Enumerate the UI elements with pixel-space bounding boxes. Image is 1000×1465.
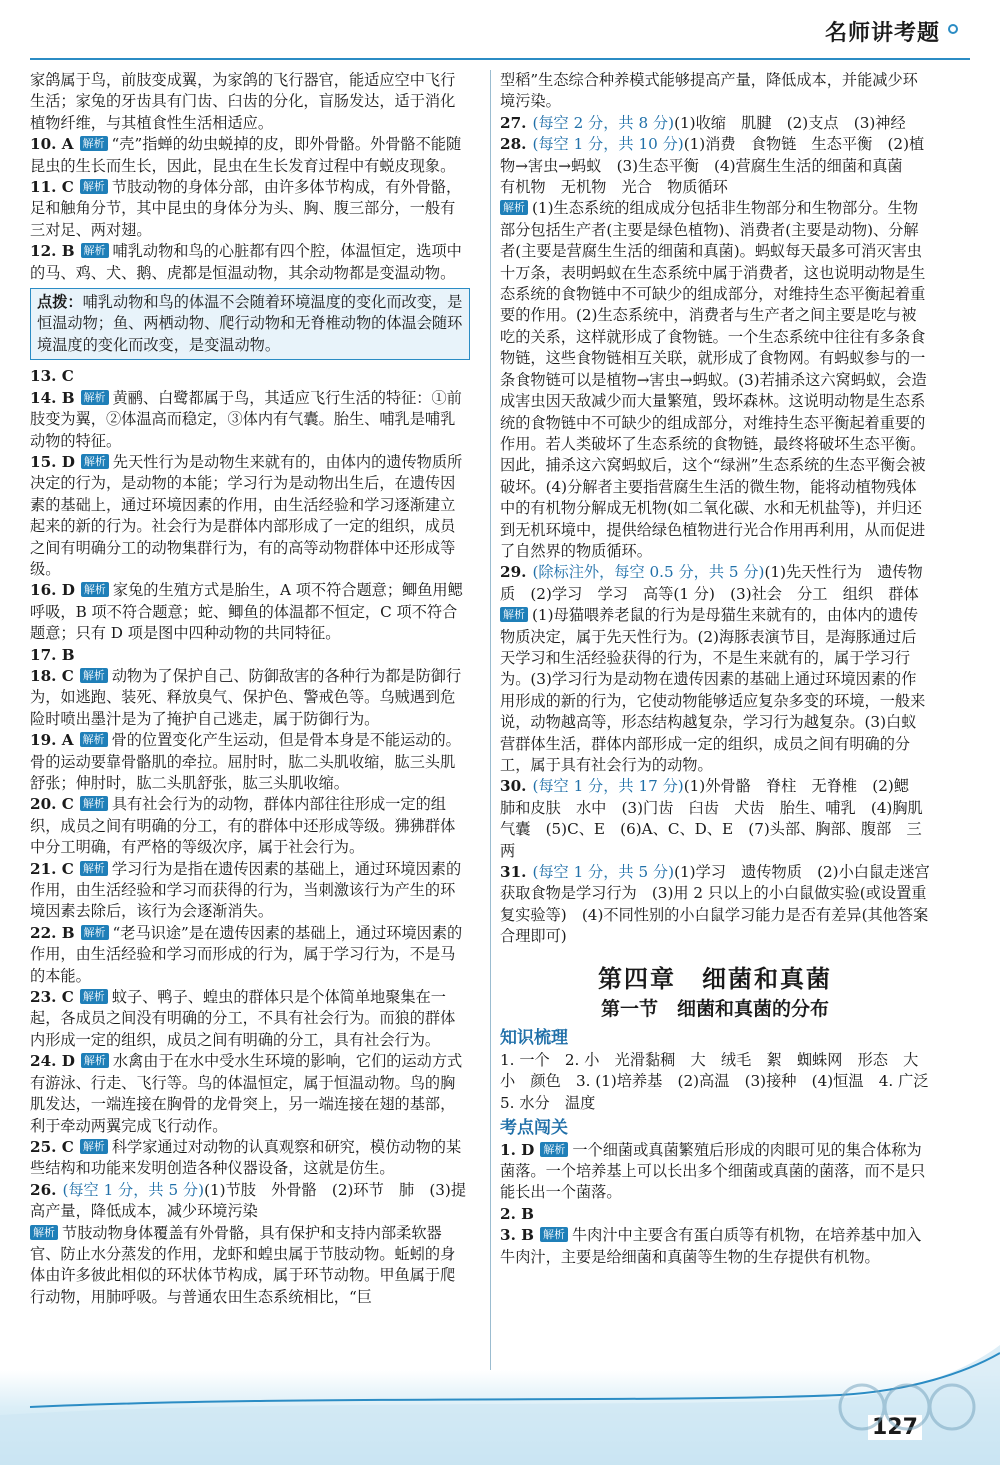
answer-number: 25. C bbox=[30, 1137, 74, 1156]
answer-item bbox=[30, 987, 470, 1051]
bullet-icon bbox=[948, 24, 958, 34]
answer-item bbox=[500, 134, 930, 198]
answer-text: 牛肉汁中主要含有蛋白质等有机物，在培养基中加入牛肉汁，主要是给细菌和真菌等生物的生存提供有机物。 bbox=[500, 1226, 922, 1266]
analysis-tag: 解析 bbox=[500, 607, 528, 622]
section-title: 第一节 细菌和真菌的分布 bbox=[600, 998, 829, 1021]
tip-box bbox=[30, 288, 470, 360]
left-column bbox=[30, 70, 470, 1308]
analysis-paragraph bbox=[30, 1223, 470, 1309]
score-note: (每空 1 分，共 10 分) bbox=[532, 135, 684, 154]
answer-number: 26. bbox=[30, 1180, 57, 1199]
analysis-tag: 解析 bbox=[80, 668, 108, 683]
answer-number: 21. C bbox=[30, 859, 74, 878]
analysis-tag: 解析 bbox=[81, 390, 109, 405]
answer-number: 14. B bbox=[30, 388, 75, 407]
answer-text: “老马识途”是在遗传因素的基础上，通过环境因素的作用，由生活经验和学习而形成的行为，属于学习行为，不是马的本能。 bbox=[30, 923, 463, 985]
answer-item bbox=[30, 645, 470, 666]
answer-text: 科学家通过对动物的认真观察和研究，模仿动物的某些结构和功能来发明创造各种仪器设备，这就是仿生。 bbox=[30, 1137, 462, 1178]
answer-number: 3. B bbox=[500, 1226, 534, 1245]
header-divider bbox=[30, 58, 970, 60]
analysis-tag: 解析 bbox=[500, 200, 528, 215]
analysis-tag: 解析 bbox=[81, 925, 109, 940]
watermark-icon bbox=[832, 1377, 982, 1447]
answer-item bbox=[30, 177, 470, 241]
answer-item bbox=[30, 452, 470, 580]
knowledge-heading: 知识梳理 bbox=[500, 1028, 568, 1049]
answer-number: 1. D bbox=[500, 1140, 535, 1159]
answer-text: 黄鹂、白鹭都属于鸟，其适应飞行生活的特征：①前肢变为翼，②体温高而稳定，③体内有气囊。胎生、哺乳是哺乳动物的特征。 bbox=[30, 388, 462, 450]
answer-number: 15. D bbox=[30, 452, 75, 471]
answer-item bbox=[500, 113, 930, 134]
answer-key: (1)消费 食物链 生态平衡 (2)植物→害虫→蚂蚁 (3)生态平衡 (4)营腐生生活的细菌和真菌 有机物 无机物 光合 物质循环 bbox=[500, 135, 925, 197]
answer-number: 10. A bbox=[30, 135, 74, 154]
answer-number: 20. C bbox=[30, 795, 74, 814]
answer-number: 28. bbox=[500, 135, 527, 154]
answer-number: 29. bbox=[500, 563, 527, 582]
answer-key: (1)收缩 肌腱 (2)支点 (3)神经 bbox=[674, 113, 906, 132]
answer-key: (1)先天性行为 遗传物质 (2)学习 学习 高等(1 分) (3)社会 分工 组织 群体 bbox=[500, 563, 923, 603]
exam-heading: 考点闯关 bbox=[500, 1118, 568, 1139]
answer-item bbox=[500, 562, 930, 605]
answer-item bbox=[30, 366, 470, 387]
answer-item bbox=[500, 1204, 930, 1225]
analysis-tag: 解析 bbox=[80, 732, 108, 747]
answer-text: 家兔的生殖方式是胎生，A 项不符合题意；鲫鱼用鳃呼吸，B 项不符合题意；蛇、鲫鱼的体温都不恒定，C 项不符合题意；只有 D 项是图中四种动物的共同特征。 bbox=[30, 581, 463, 643]
score-note: (除标注外，每空 0.5 分，共 5 分) bbox=[532, 563, 765, 582]
answer-text: (1)生态系统的组成成分包括非生物部分和生物部分。生物部分包括生产者(主要是绿色植物)、消费者(主要是动物)、分解者(主要是营腐生生活的细菌和真菌)。蚂蚁每天最多可消灭害虫十万条，表明蚂蚁在生态系统中属于消费者，这也说明动物是生态系统的食物链中不可缺少的组成部分，对维持生态平衡起着重要的作用。(2)生态系统中，消费者与生产者之间主要是吃与被吃的关系，这样就形成了食物链。一个生态系统中往往有多条食物链，这些食物链相互关联，就形成了食物网。有蚂蚁参与的一条食物链可以是植物→害虫→蚂蚁。(3)若捕杀这六窝蚂蚁，会造成害虫因天敌减少而大量繁殖，毁坏森林。这说明动物是生态系统的食物链中不可缺少的组成部分，对维持生态平衡起着重要的作用。若人类破坏了生态系统的食物链，最终将破坏生态平衡。因此，捕杀这六窝蚂蚁后，这个“绿洲”生态系统的生态平衡会被破坏。(4)分解者主要指营腐生生活的微生物，能将动植物残体中的有机物分解成无机物(如二氧化碳、水和无机盐等)，并归还到无机环境中，提供给绿色植物进行光合作用再利用，从而促进了自然界的物质循环。 bbox=[500, 199, 927, 560]
score-note: (每空 1 分，共 5 分) bbox=[62, 1180, 205, 1199]
answer-item bbox=[500, 1225, 930, 1268]
answer-item bbox=[30, 666, 470, 730]
chapter-title: 第四章 细菌和真菌 bbox=[598, 963, 832, 993]
intro-paragraph: 家鸽属于鸟，前肢变成翼，为家鸽的飞行器官，能适应空中飞行生活；家兔的牙齿具有门齿、臼齿的分化，盲肠发达，适于消化植物纤维，与其植食性生活相适应。 bbox=[30, 71, 456, 132]
answer-item bbox=[30, 1051, 470, 1137]
analysis-tag: 解析 bbox=[80, 136, 108, 151]
answer-item bbox=[30, 241, 470, 284]
continued-paragraph: 型稻”生态综合种养模式能够提高产量，降低成本，并能减少环境污染。 bbox=[500, 71, 918, 111]
analysis-tag: 解析 bbox=[81, 1053, 109, 1068]
answer-item bbox=[500, 862, 930, 948]
page-number: 127 bbox=[868, 1415, 922, 1440]
score-note: (每空 1 分，共 5 分) bbox=[532, 863, 675, 882]
answer-item bbox=[30, 730, 470, 794]
score-note: (每空 2 分，共 8 分) bbox=[532, 113, 675, 132]
column-divider bbox=[490, 70, 491, 1370]
answer-text: 动物为了保护自己、防御敌害的各种行为都是防御行为，如逃跑、装死、释放臭气、保护色、警戒色等。乌贼遇到危险时喷出墨汁是为了掩护自己逃走，属于防御行为。 bbox=[30, 666, 462, 728]
analysis-paragraph bbox=[500, 605, 930, 776]
analysis-tag: 解析 bbox=[81, 454, 109, 469]
answer-item bbox=[30, 794, 470, 858]
answer-item bbox=[500, 1140, 930, 1204]
analysis-tag: 解析 bbox=[80, 1139, 108, 1154]
answer-number: 24. D bbox=[30, 1052, 75, 1071]
answer-number: 11. C bbox=[30, 178, 74, 197]
analysis-paragraph bbox=[500, 198, 930, 562]
answer-item bbox=[30, 580, 470, 644]
score-note: (每空 1 分，共 17 分) bbox=[532, 777, 684, 796]
answer-text: 节肢动物的身体分部，由许多体节构成，有外骨骼，足和触角分节，其中昆虫的身体分为头、胸、腹三部分，一般有三对足、两对翅。 bbox=[30, 178, 462, 239]
answer-text: 骨的位置变化产生运动，但是骨本身是不能运动的。骨的运动要靠骨骼肌的牵拉。屈肘时，肱二头肌收缩，肱三头肌舒张；伸肘时，肱二头肌舒张，肱三头肌收缩。 bbox=[30, 731, 461, 792]
answer-number: 2. B bbox=[500, 1204, 534, 1223]
right-column bbox=[500, 70, 944, 1268]
analysis-tag: 解析 bbox=[80, 796, 108, 811]
answer-text: 具有社会行为的动物，群体内部往往形成一定的组织，成员之间有明确的分工，有的群体中还形成等级。狒狒群体中分工明确，有严格的等级次序，属于社会行为。 bbox=[30, 795, 456, 857]
answer-number: 12. B bbox=[30, 242, 75, 261]
analysis-tag: 解析 bbox=[540, 1142, 568, 1157]
analysis-tag: 解析 bbox=[80, 989, 108, 1004]
tip-label: 点拨： bbox=[37, 293, 83, 312]
answer-item bbox=[500, 776, 938, 862]
answer-item bbox=[30, 388, 470, 452]
analysis-tag: 解析 bbox=[30, 1225, 58, 1240]
answer-number: 22. B bbox=[30, 923, 75, 942]
analysis-tag: 解析 bbox=[81, 243, 109, 258]
analysis-tag: 解析 bbox=[540, 1227, 568, 1242]
answer-number: 19. A bbox=[30, 731, 74, 750]
answer-item bbox=[30, 1137, 470, 1180]
analysis-tag: 解析 bbox=[80, 179, 108, 194]
answer-number: 31. bbox=[500, 863, 527, 882]
answer-text: 蚊子、鸭子、蝗虫的群体只是个体简单地聚集在一起，各成员之间没有明确的分工，不具有社会行为。而狼的群体内形成一定的组织，成员之间有明确的分工，具有社会行为。 bbox=[30, 988, 456, 1049]
answer-number: 23. C bbox=[30, 988, 74, 1007]
answer-number: 30. bbox=[500, 777, 527, 796]
answer-key: (1)外骨骼 脊柱 无脊椎 (2)鳃 肺和皮肤 水中 (3)门齿 臼齿 犬齿 胎生、哺乳 (4)胸肌 气囊 (5)C、E (6)A、C、D、E (7)头部、胸部、腹部 三 两 bbox=[500, 777, 938, 860]
answer-text: (1)母猫喂养老鼠的行为是母猫生来就有的，由体内的遗传物质决定，属于先天性行为。(2)海豚表演节目，是海豚通过后天学习和生活经验获得的行为，不是生来就有的，属于学习行为。(3)学习行为是动物在遗传因素的基础上通过环境因素的作用形成的新的行为，它使动物能够适应复杂多变的环境，一般来说，动物越高等，形态结构越复杂，学习行为越复杂。(3)白蚁营群体生活，群体内部形成一定的组织，成员之间有明确的分工，属于具有社会行为的动物。 bbox=[500, 606, 926, 774]
answer-item bbox=[30, 1180, 470, 1223]
answer-text: “壳”指蝉的幼虫蜕掉的皮，即外骨骼。外骨骼不能随昆虫的生长而生长，因此，昆虫在生长发育过程中有蜕皮现象。 bbox=[30, 135, 462, 175]
knowledge-answers: 1. 一个 2. 小 光滑黏稠 大 绒毛 絮 蜘蛛网 形态 大小 颜色 3. (1)培养基 (2)高温 (3)接种 (4)恒温 4. 广泛 5. 水分 温度 bbox=[500, 1050, 944, 1112]
answer-item bbox=[30, 923, 470, 987]
answer-text: 水禽由于在水中受水生环境的影响，它们的运动方式有游泳、行走、飞行等。鸟的体温恒定，属于恒温动物。鸟的胸肌发达，一端连接在胸骨的龙骨突上，另一端连接在翅的基部，利于牵动两翼完成飞行动作。 bbox=[30, 1052, 463, 1135]
analysis-tag: 解析 bbox=[80, 861, 108, 876]
answer-number: 17. B bbox=[30, 645, 75, 664]
answer-item bbox=[30, 859, 470, 923]
answer-text: 先天性行为是动物生来就有的，由体内的遗传物质所决定的行为，是动物的本能；学习行为是动物出生后，在遗传因素的基础上，通过环境因素的作用，由生活经验和学习逐渐建立起来的新的行为。社会行为是群体内部形成了一定的组织，成员之间有明确分工的动物集群行为，有的高等动物群体中还形成等级。 bbox=[30, 452, 463, 578]
answer-number: 27. bbox=[500, 113, 527, 132]
analysis-tag: 解析 bbox=[81, 582, 109, 597]
answer-number: 18. C bbox=[30, 666, 74, 685]
answer-text: 学习行为是指在遗传因素的基础上，通过环境因素的作用，由生活经验和学习而获得的行为，当刺激该行为产生的环境因素去除后，该行为会逐渐消失。 bbox=[30, 859, 462, 921]
answer-key: (1)学习 遗传物质 (2)小白鼠走迷宫获取食物是学习行为 (3)用 2 只以上的小白鼠做实验(或设置重复实验等) (4)不同性别的小白鼠学习能力是否有差异(其他答案合理即可) bbox=[500, 863, 930, 946]
answer-text: 一个细菌或真菌繁殖后形成的肉眼可见的集合体称为菌落。一个培养基上可以长出多个细菌或真菌的菌落，而不是只能长出一个菌落。 bbox=[500, 1140, 926, 1202]
answer-text: 节肢动物身体覆盖有外骨骼，具有保护和支持内部柔软器官、防止水分蒸发的作用，龙虾和蝗虫属于节肢动物。蚯蚓的身体由许多彼此相似的环状体节构成，属于环节动物。甲鱼属于爬行动物，用肺呼吸。与普通农田生态系统相比，“巨 bbox=[30, 1223, 456, 1306]
tip-text: 哺乳动物和鸟的体温不会随着环境温度的变化而改变，是恒温动物；鱼、两栖动物、爬行动物和无脊椎动物的体温会随环境温度的变化而改变，是变温动物。 bbox=[37, 293, 463, 354]
answer-item bbox=[30, 134, 470, 177]
answer-number: 16. D bbox=[30, 581, 75, 600]
answer-key: (1)节肢 外骨骼 (2)环节 肺 (3)提高产量，降低成本，减少环境污染 bbox=[30, 1180, 467, 1221]
header-title: 名师讲考题 bbox=[824, 20, 940, 46]
answer-number: 13. C bbox=[30, 367, 74, 386]
answer-text: 哺乳动物和鸟的心脏都有四个腔，体温恒定，选项中的马、鸡、犬、鹅、虎都是恒温动物，其余动物都是变温动物。 bbox=[30, 242, 462, 282]
